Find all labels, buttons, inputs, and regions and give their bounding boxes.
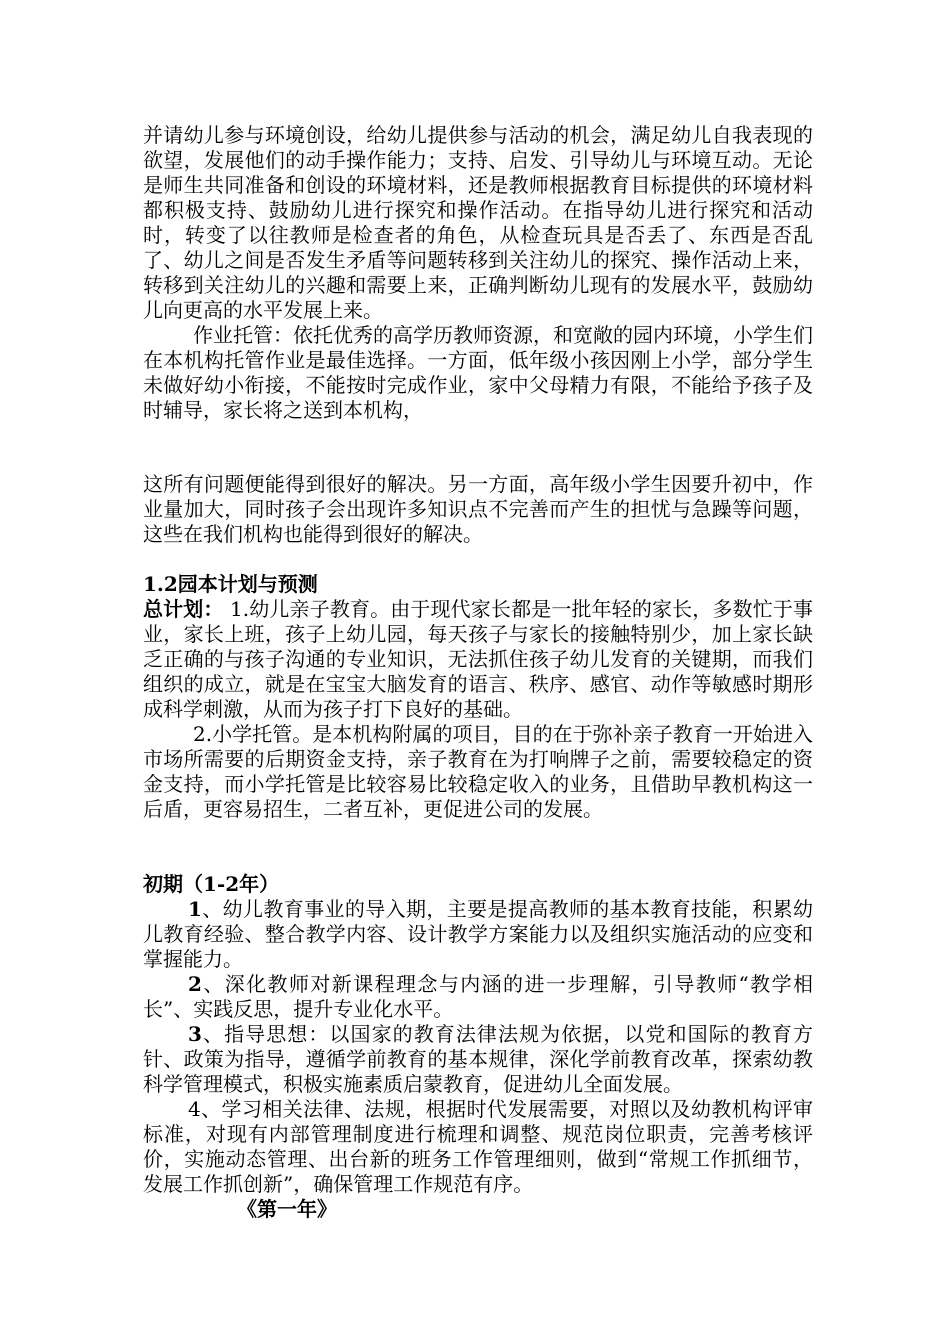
- section-heading-plan: 1.2园本计划与预测: [143, 572, 318, 596]
- plan-label: 总计划：: [143, 597, 224, 621]
- early-item-4: 4、学习相关法律、法规，根据时代发展需要，对照以及幼教机构评审标准，对现有内部管理制度进行梳理和调整、规范岗位职责，完善考核评价，实施动态管理、出台新的班务工作管理细则，做到“常规工作抓细节，发展工作抓创新”，确保管理工作规范有序。: [143, 1097, 813, 1196]
- plan-item-2: 2.小学托管。是本机构附属的项目，目的在于弥补亲子教育一开始进入市场所需要的后期资金支持，亲子教育在为打响牌子之前，需要较稳定的资金支持，而小学托管是比较容易比较稳定收入的业务，且借助早教机构这一后盾，更容易招生，二者互补，更促进公司的发展。: [143, 722, 813, 821]
- early-item-3: [143, 1022, 813, 1097]
- early-item-1-number: 1: [188, 897, 202, 921]
- paragraph-homework-care: 作业托管：依托优秀的高学历教师资源，和宽敞的园内环境，小学生们在本机构托管作业是最佳选择。一方面，低年级小孩因刚上小学，部分学生未做好幼小衔接，不能按时完成作业，家中父母精力有限，不能给予孩子及时辅导，家长将之送到本机构，: [143, 323, 813, 422]
- early-item-2: [143, 972, 813, 1022]
- plan-item-1: [143, 597, 813, 722]
- paragraph-continuation: 这所有问题便能得到很好的解决。另一方面，高年级小学生因要升初中，作业量加大，同时孩子会出现许多知识点不完善而产生的担忧与急躁等问题，这些在我们机构也能得到很好的解决。: [143, 472, 813, 546]
- early-item-2-number: 2: [188, 972, 202, 996]
- early-item-2-text: 、深化教师对新课程理念与内涵的进一步理解，引导教师“教学相长”、实践反思，提升专业化水平。: [143, 972, 813, 1021]
- plan-item-1-text: 1.幼儿亲子教育。由于现代家长都是一批年轻的家长，多数忙于事业，家长上班，孩子上幼儿园，每天孩子与家长的接触特别少，加上家长缺乏正确的与孩子沟通的专业知识，无法抓住孩子幼儿发育的关键期，而我们组织的成立，就是在宝宝大脑发育的语言、秩序、感官、动作等敏感时期形成科学刺激，从而为孩子打下良好的基础。: [143, 597, 813, 721]
- early-item-1-text: 、幼儿教育事业的导入期，主要是提高教师的基本教育技能，积累幼儿教育经验、整合教学内容、设计教学方案能力以及组织实施活动的应变和掌握能力。: [143, 897, 813, 971]
- first-year-heading: 《第一年》: [237, 1197, 337, 1221]
- early-item-3-number: 3: [188, 1022, 202, 1046]
- early-stage-heading: 初期（1-2年）: [143, 872, 280, 896]
- early-item-1: [143, 897, 813, 972]
- paragraph-environment: 并请幼儿参与环境创设，给幼儿提供参与活动的机会，满足幼儿自我表现的欲望，发展他们的动手操作能力；支持、启发、引导幼儿与环境互动。无论是师生共同准备和创设的环境材料，还是教师根据教育目标提供的环境材料都积极支持、鼓励幼儿进行探究和操作活动。在指导幼儿进行探究和活动时，转变了以往教师是检查者的角色，从检查玩具是否丢了、东西是否乱了、幼儿之间是否发生矛盾等问题转移到关注幼儿的探究、操作活动上来，转移到关注幼儿的兴趣和需要上来，正确判断幼儿现有的发展水平，鼓励幼儿向更高的水平发展上来。: [143, 123, 813, 322]
- early-item-3-text: 、指导思想：以国家的教育法律法规为依据，以党和国际的教育方针、政策为指导，遵循学前教育的基本规律，深化学前教育改革，探索幼教科学管理模式，积极实施素质启蒙教育，促进幼儿全面发展。: [143, 1022, 813, 1096]
